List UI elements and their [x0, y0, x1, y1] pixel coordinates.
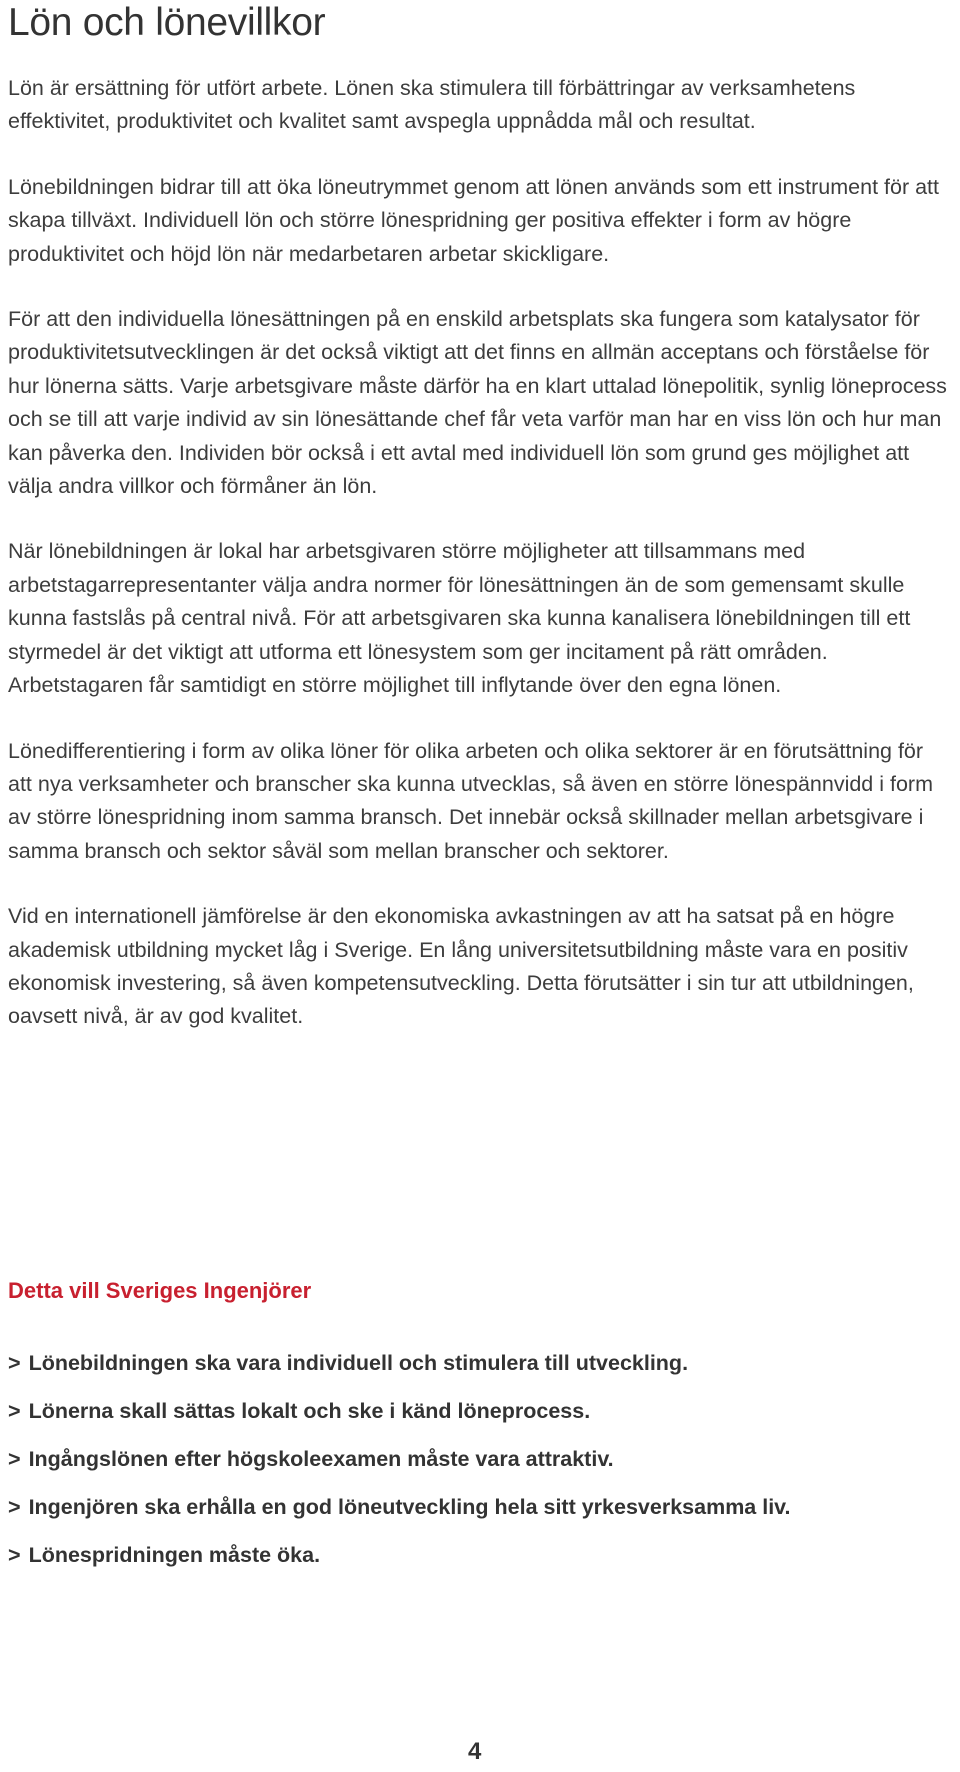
page-number: 4 — [468, 1738, 482, 1765]
summary-item-text: Lönebildningen ska vara individuell och stimulera till utveckling. — [28, 1351, 689, 1375]
summary-item — [8, 1435, 948, 1483]
summary-item-text: Ingångslönen efter högskoleexamen måste vara attraktiv. — [28, 1447, 614, 1471]
paragraph-5: Lönedifferentiering i form av olika löner för olika arbeten och olika sektorer är en förutsättning för att nya verksamheter och branscher ska kunna utvecklas, så även en större lönespännvidd i form av större lönespridning inom samma bransch. Det innebär också skillnader mellan arbetsgivare i samma bransch och sektor såväl som mellan branscher och sektorer. — [8, 738, 933, 863]
summary-item — [8, 1387, 948, 1435]
paragraph-2: Lönebildningen bidrar till att öka löneutrymmet genom att lönen används som ett instrument för att skapa tillväxt. Individuell lön och större lönespridning ger positiva effekter i form av högre produktivitet och höjd lön när medarbetaren arbetar skickligare. — [8, 174, 939, 266]
summary-item-marker: > — [8, 1399, 21, 1423]
summary-list — [8, 1339, 948, 1579]
summary-item-text: Lönespridningen måste öka. — [28, 1543, 321, 1567]
paragraph-6: Vid en internationell jämförelse är den ekonomiska avkastningen av att ha satsat på en högre akademisk utbildning mycket låg i Sverige. En lång universitetsutbildning måste vara en positiv ekonomisk investering, så även kompetensutveckling. Detta förutsätter i sin tur att utbildningen, oavsett nivå, är av god kvalitet. — [8, 904, 914, 1029]
paragraph-4: När lönebildningen är lokal har arbetsgivaren större möjligheter att tillsammans med arbetstagarrepresentanter välja andra normer för lönesättningen än de som gemensamt skulle kunna fastslås på central nivå. För att arbetsgivaren ska kunna kanalisera lönebildningen till ett styrmedel är det viktigt att utforma ett lönesystem som ger incitament på rätt områden. Arbetstagaren får samtidigt en större möjlighet till inflytande över den egna lönen. — [8, 539, 911, 698]
summary-item-marker: > — [8, 1495, 21, 1519]
body-text — [8, 72, 948, 1066]
summary-item-marker: > — [8, 1543, 21, 1567]
summary-heading: Detta vill Sveriges Ingenjörer — [8, 1278, 312, 1303]
summary-item-marker: > — [8, 1447, 21, 1471]
paragraph-3: För att den individuella lönesättningen på en enskild arbetsplats ska fungera som katalysator för produktivitetsutvecklingen är det också viktigt att det finns en allmän acceptans och förståelse för hur lönerna sätts. Varje arbetsgivare måste därför ha en klart uttalad lönepolitik, synlig löneprocess och se till att varje individ av sin lönesättande chef får veta varför man har en viss lön och hur man kan påverka den. Individen bör också i ett avtal med individuell lön som grund ges möjlighet att välja andra villkor och förmåner än lön. — [8, 307, 947, 499]
summary-item-text: Lönerna skall sättas lokalt och ske i känd löneprocess. — [28, 1399, 591, 1423]
page-title: Lön och lönevillkor — [8, 1, 326, 44]
summary-section — [8, 1273, 948, 1579]
summary-item — [8, 1483, 948, 1531]
summary-item — [8, 1339, 948, 1387]
paragraph-1: Lön är ersättning för utfört arbete. Lönen ska stimulera till förbättringar av verksamhetens effektivitet, produktivitet och kvalitet samt avspegla uppnådda mål och resultat. — [8, 76, 856, 134]
summary-item-text: Ingenjören ska erhålla en god löneutveckling hela sitt yrkesverksamma liv. — [28, 1495, 791, 1519]
summary-item — [8, 1531, 948, 1579]
summary-item-marker: > — [8, 1351, 21, 1375]
